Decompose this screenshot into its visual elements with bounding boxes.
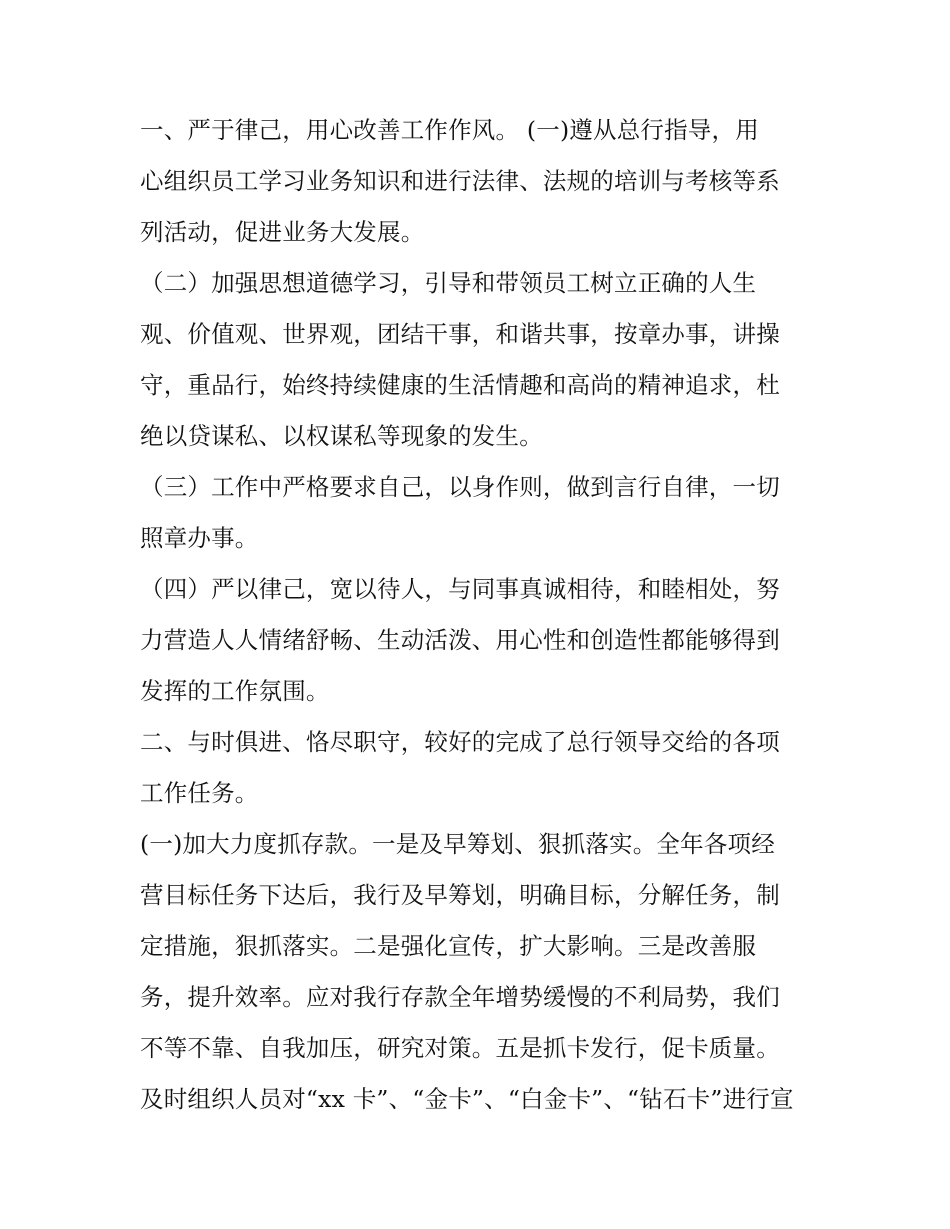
text-line: 心组织员工学习业务知识和进行法律、法规的培训与考核等系 [140, 167, 780, 195]
text-line: 力营造人人情绪舒畅、生动活泼、用心性和创造性都能够得到 [140, 626, 780, 654]
text-line: （三）工作中严格要求自己，以身作则，做到言行自律，一切 [140, 473, 780, 501]
text-line: 及时组织人员对“xx 卡”、“金卡”、“白金卡”、“钻石卡”进行宣 [140, 1085, 794, 1113]
text-line: （四）严以律己，宽以待人，与同事真诚相待，和睦相处，努 [140, 575, 780, 603]
text-line: 不等不靠、自我加压，研究对策。五是抓卡发行，促卡质量。 [140, 1034, 780, 1062]
text-line: 观、价值观、世界观，团结干事，和谐共事，按章办事，讲操 [140, 320, 780, 348]
text-line: 二、与时俱进、恪尽职守，较好的完成了总行领导交给的各项 [140, 728, 780, 756]
text-line: 务，提升效率。应对我行存款全年增势缓慢的不利局势，我们 [140, 983, 780, 1011]
text-line: 守，重品行，始终持续健康的生活情趣和高尚的精神追求，杜 [140, 371, 780, 399]
document-body [140, 112, 812, 1132]
text-line: 一、严于律己，用心改善工作作风。 (一)遵从总行指导，用 [140, 116, 759, 144]
text-line: 绝以贷谋私、以权谋私等现象的发生。 [140, 422, 543, 450]
text-line: 列活动，促进业务大发展。 [140, 218, 425, 246]
text-line: 营目标任务下达后，我行及早筹划，明确目标，分解任务，制 [140, 881, 780, 909]
text-line: 工作任务。 [140, 779, 259, 807]
text-line: （二）加强思想道德学习，引导和带领员工树立正确的人生 [140, 269, 757, 297]
text-line: 照章办事。 [140, 524, 259, 552]
text-line: 定措施，狠抓落实。二是强化宣传，扩大影响。三是改善服 [140, 932, 757, 960]
text-line: (一)加大力度抓存款。一是及早筹划、狠抓落实。全年各项经 [140, 830, 775, 858]
text-line: 发挥的工作氛围。 [140, 677, 330, 705]
